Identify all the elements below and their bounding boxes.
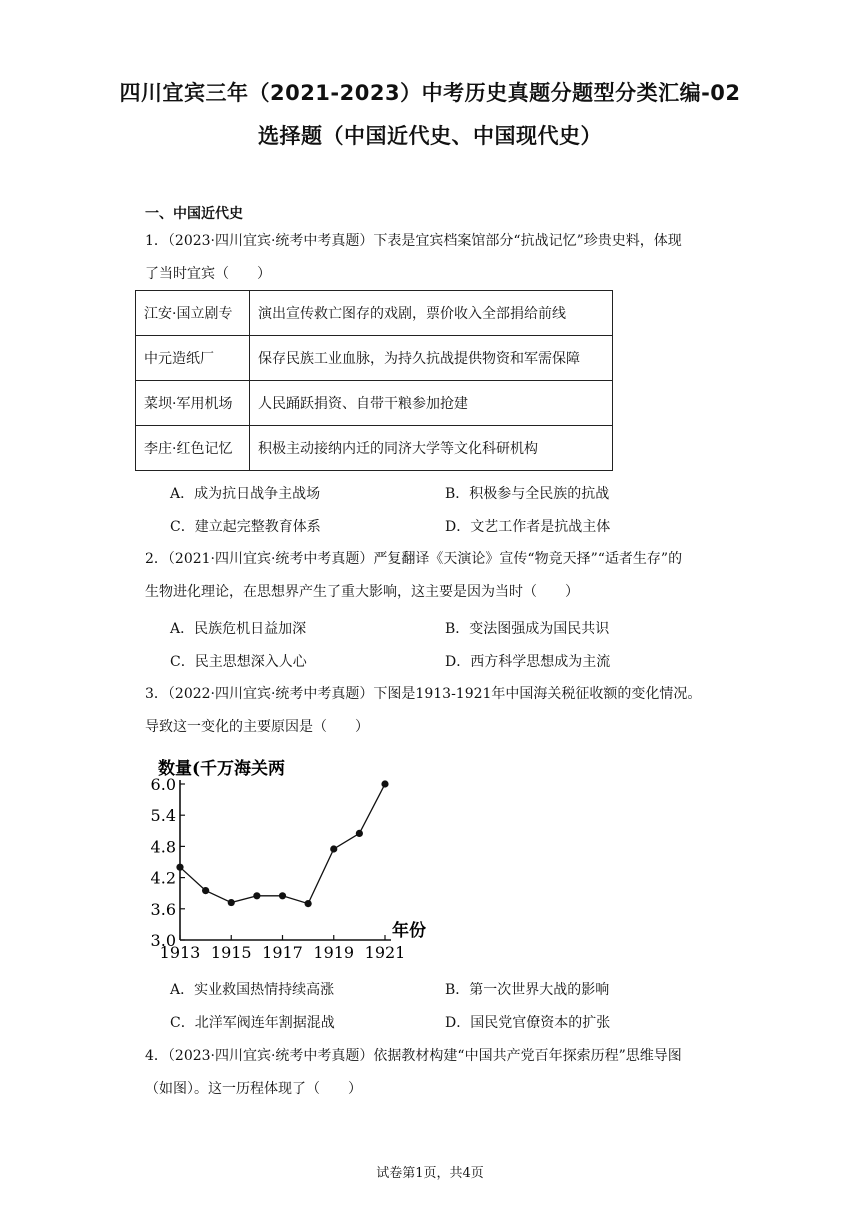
page-footer: 试卷第1页，共4页 [376,1166,484,1181]
chart-x-tick-label: 1921 [364,943,406,962]
q4-stem-line2: （如图）。这一历程体现了（ ） [145,1081,362,1097]
chart-data-point [202,887,209,894]
q2-option-b[interactable]: B．变法图强成为国民共识 [445,621,610,637]
doc-title-line2: 选择题（中国近代史、中国现代史） [258,124,602,148]
chart-x-tick-label: 1917 [262,943,303,962]
chart-data-point [176,864,183,871]
chart-data-point [279,892,286,899]
chart-y-tick-label: 4.2 [150,868,176,888]
chart-data-point [330,845,337,852]
table-cell: 江安·国立剧专 [136,291,250,336]
chart-y-axis-label: 数量(千万海关两 [158,759,286,779]
q1-option-c[interactable]: C．建立起完整教育体系 [170,519,321,535]
q1-option-a[interactable]: A．成为抗日战争主战场 [170,486,321,502]
table-cell: 积极主动接纳内迁的同济大学等文化科研机构 [250,426,613,471]
table-row [136,291,613,336]
table-row [136,336,613,381]
table-cell: 演出宣传救亡图存的戏剧，票价收入全部捐给前线 [250,291,613,336]
q2-option-c[interactable]: C．民主思想深入人心 [170,654,307,670]
chart-y-tick-label: 3.6 [150,899,176,919]
q2-option-a[interactable]: A．民族危机日益加深 [170,621,307,637]
q3-stem-line1: 3．（2022·四川宜宾·统考中考真题）下图是1913-1921年中国海关税征收额的变化情况。 [145,686,702,702]
q2-option-d[interactable]: D．西方科学思想成为主流 [445,654,611,670]
q3-option-b[interactable]: B．第一次世界大战的影响 [445,982,610,998]
chart-y-tick-label: 5.4 [150,806,176,826]
table-cell: 人民踊跃捐资、自带干粮参加抢建 [250,381,613,426]
doc-title-line1: 四川宜宾三年（2021-2023）中考历史真题分题型分类汇编-02 [119,81,741,105]
q2-stem-line2: 生物进化理论，在思想界产生了重大影响，这主要是因为当时（ ） [145,584,579,600]
chart-y-tick-label: 6.0 [150,775,176,794]
q3-option-d[interactable]: D．国民党官僚资本的扩张 [445,1015,611,1031]
chart-x-tick-label: 1919 [313,943,355,962]
q3-stem [145,678,720,744]
chart-data-point [228,899,235,906]
table-cell: 菜坝·军用机场 [136,381,250,426]
q3-option-c[interactable]: C．北洋军阀连年割据混战 [170,1015,335,1031]
q1-option-b[interactable]: B．积极参与全民族的抗战 [445,486,610,502]
table-cell: 中元造纸厂 [136,336,250,381]
table-cell: 李庄·红色记忆 [136,426,250,471]
chart-x-tick-label: 1913 [159,943,201,962]
chart-y-tick-label: 4.8 [150,837,176,857]
table-cell: 保存民族工业血脉，为持久抗战提供物资和军需保障 [250,336,613,381]
chart-series-line [180,784,385,904]
chart-data-point [253,892,260,899]
section-heading: 一、中国近代史 [145,206,243,222]
table-row [136,426,613,471]
chart-data-point [381,780,388,787]
chart-data-point [305,900,312,907]
chart-data-point [356,830,363,837]
chart-y-tick-label: 3.0 [150,931,176,950]
q1-stem-line1: 1．（2023·四川宜宾·统考中考真题）下表是宜宾档案馆部分“抗战记忆”珍贵史料，体现 [145,233,682,249]
q4-stem [145,1040,720,1106]
customs-revenue-line-chart [140,750,440,970]
q2-stem-line1: 2．（2021·四川宜宾·统考中考真题）严复翻译《天演论》宣传“物竞天择”“适者生存”的 [145,551,683,567]
table-row [136,381,613,426]
q3-stem-line2: 导致这一变化的主要原因是（ ） [145,719,369,735]
q4-stem-line1: 4．（2023·四川宜宾·统考中考真题）依据教材构建“中国共产党百年探索历程”思维导图 [145,1048,682,1064]
q1-option-d[interactable]: D．文艺工作者是抗战主体 [445,519,611,535]
chart-x-tick-label: 1915 [210,943,252,962]
q1-stem-line2: 了当时宜宾（ ） [145,266,271,282]
chart-x-axis-label: 年份 [392,921,426,941]
q1-archive-table [135,290,613,471]
q2-stem [145,543,720,609]
q1-stem [145,225,720,291]
q3-option-a[interactable]: A．实业救国热情持续高涨 [170,982,335,998]
